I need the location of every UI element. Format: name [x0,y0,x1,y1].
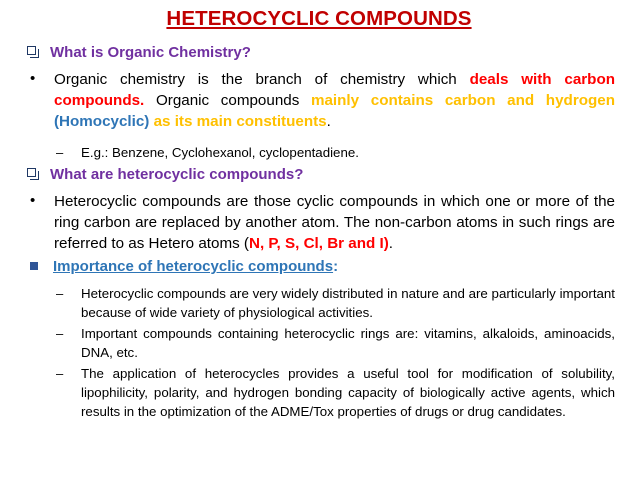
slide-title: HETEROCYCLIC COMPOUNDS [166,7,472,30]
dash-bullet-icon: – [56,286,64,301]
organic-example: E.g.: Benzene, Cyclohexanol, cyclopentadiene. [81,145,359,160]
importance-item: The application of heterocycles provides a useful tool for modification of solubility, lipophilicity, polarity, and hydrogen bonding capacity of biologically active agents, which results in the optimization of the ADME/Tox properties of drugs or drug candidates. [81,366,615,419]
dash-bullet-icon: – [56,366,64,381]
dash-bullet-icon: – [56,145,64,160]
bullet-dot-icon: • [30,192,36,209]
dash-bullet-icon: – [56,326,64,341]
bullet-dot-icon: • [30,70,36,87]
checkbox-bullet-icon [27,168,36,177]
importance-item: Important compounds containing heterocyclic rings are: vitamins, alkaloids, aminoacids, DNA, etc. [81,326,615,360]
heterocyclic-definition: Heterocyclic compounds are those cyclic compounds in which one or more of the ring carbon are replaced by another atom. The non-carbon atoms in such rings are referred to as Hetero atoms (N, P, S, Cl, Br and I). [54,193,615,252]
importance-item: Heterocyclic compounds are very widely distributed in nature and are particularly important because of wide variety of physiological activities. [81,286,615,320]
checkbox-bullet-icon [27,46,36,55]
square-bullet-icon [30,262,38,270]
organic-chemistry-definition: Organic chemistry is the branch of chemistry which deals with carbon compounds. Organic compounds mainly contains carbon and hydrogen (Homocyclic) as its main constituents. [54,71,616,130]
